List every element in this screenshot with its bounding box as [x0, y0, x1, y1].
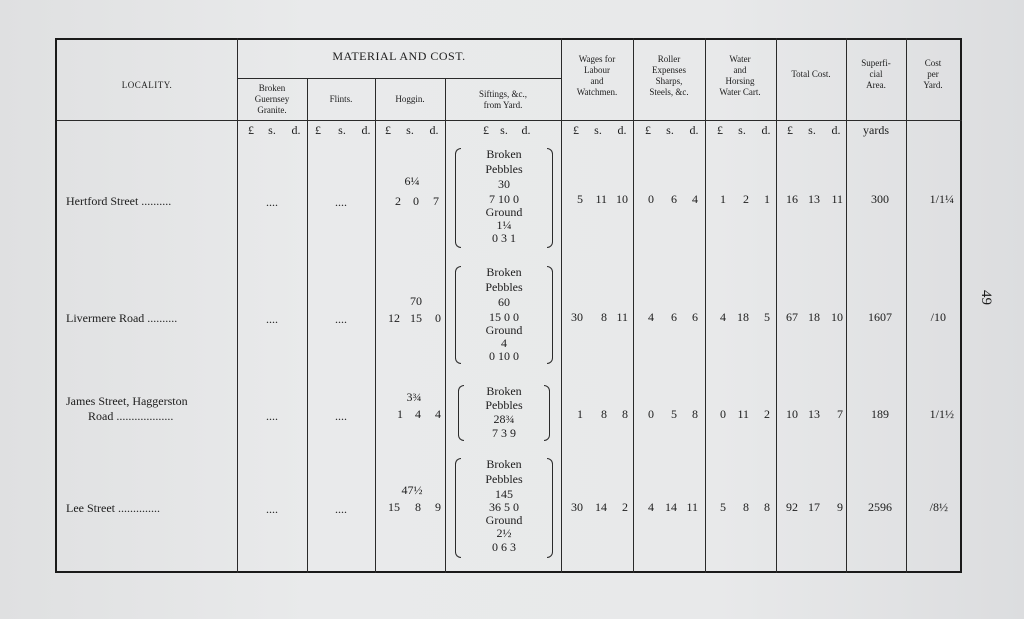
table-cell: 11: [686, 500, 698, 514]
table-cell: 0: [413, 194, 419, 208]
table-cell: 11: [737, 407, 749, 421]
table-cell: d.: [521, 123, 531, 137]
table-cell: Pebbles: [485, 472, 523, 486]
table-cell: £: [717, 123, 723, 137]
header-roller: Roller Expenses Sharps, Steels, &c.: [649, 54, 689, 97]
table-cell: £: [787, 123, 793, 137]
table-cell: 7 3 9: [492, 426, 516, 440]
table-cell: 1: [577, 407, 583, 421]
table-cell: d.: [831, 123, 841, 137]
table-cell: Pebbles: [485, 398, 523, 412]
table-cell: 2596: [868, 500, 892, 514]
table-cell: 2: [395, 194, 401, 208]
table-cell: 1: [764, 192, 770, 206]
brace-icon: [547, 458, 553, 558]
table-cell: s.: [808, 123, 816, 137]
table-cell: d.: [617, 123, 627, 137]
header-hoggin: Hoggin.: [395, 94, 425, 104]
locality: Lee Street ..............: [66, 501, 160, 515]
table-cell: 5: [720, 500, 726, 514]
table-cell: 3¾: [406, 390, 422, 404]
table-cell: 4: [648, 310, 654, 324]
table-cell: 36 5 0: [489, 500, 519, 514]
table-cell: 14: [595, 500, 607, 514]
table-cell: 0 10 0: [489, 349, 519, 363]
table-cell: Pebbles: [485, 162, 523, 176]
table-cell: 28¾: [493, 412, 515, 426]
table-cell: s.: [268, 123, 276, 137]
table-cell: ....: [335, 409, 347, 423]
table-cell: 92: [786, 500, 798, 514]
table-rule: [846, 38, 847, 573]
table-cell: 18: [737, 310, 749, 324]
table-cell: 300: [871, 192, 889, 206]
table-cell: 4: [415, 407, 421, 421]
table-cell: d.: [361, 123, 371, 137]
table-cell: Broken: [486, 265, 522, 279]
table-cell: 0: [720, 407, 726, 421]
table-cell: yards: [863, 123, 889, 137]
table-cell: 1607: [868, 310, 892, 324]
header-material-cost: MATERIAL AND COST.: [332, 49, 466, 63]
table-cell: 9: [435, 500, 441, 514]
table-cell: 5: [671, 407, 677, 421]
table-rule: [561, 38, 562, 573]
locality: James Street, Haggerston: [66, 394, 188, 408]
table-cell: 10: [616, 192, 628, 206]
table-cell: 8: [622, 407, 628, 421]
table-cell: 189: [871, 407, 889, 421]
table-cell: Ground: [485, 513, 523, 527]
table-rule: [375, 78, 376, 573]
header-area: Superfi- cial Area.: [861, 58, 891, 90]
table-cell: 0: [435, 311, 441, 325]
table-cell: d.: [291, 123, 301, 137]
table-cell: Pebbles: [485, 280, 523, 294]
table-cell: ....: [266, 195, 278, 209]
brace-icon: [455, 266, 461, 364]
table-cell: ....: [335, 195, 347, 209]
table-cell: 4: [720, 310, 726, 324]
table-cell: 5: [764, 310, 770, 324]
table-cell: 15 0 0: [489, 310, 519, 324]
table-cell: 8: [692, 407, 698, 421]
table-cell: s.: [500, 123, 508, 137]
table-cell: 8: [743, 500, 749, 514]
table-rule: [57, 120, 962, 121]
table-cell: 12: [388, 311, 400, 325]
table-cell: s.: [666, 123, 674, 137]
table-cell: £: [645, 123, 651, 137]
header-total: Total Cost.: [791, 69, 831, 79]
table-rule: [776, 38, 777, 573]
table-cell: 13: [808, 407, 820, 421]
table-cell: 18: [808, 310, 820, 324]
table-cell: 6: [671, 192, 677, 206]
table-cell: ....: [335, 502, 347, 516]
table-cell: 8: [415, 500, 421, 514]
table-cell: 4: [435, 407, 441, 421]
brace-icon: [547, 148, 553, 248]
table-cell: 0 3 1: [492, 231, 516, 245]
table-cell: £: [248, 123, 254, 137]
table-cell: £: [483, 123, 489, 137]
table-cell: 60: [498, 295, 510, 309]
table-cell: ....: [266, 409, 278, 423]
table-rule: [237, 78, 561, 79]
table-cell: 15: [410, 311, 422, 325]
table-cell: 0: [648, 192, 654, 206]
table-cell: /8½: [929, 500, 948, 514]
table-cell: 2½: [496, 526, 512, 540]
table-cell: 6: [692, 310, 698, 324]
header-siftings: Siftings, &c., from Yard.: [478, 89, 528, 110]
locality: Livermere Road ..........: [66, 311, 178, 325]
table-cell: ....: [266, 312, 278, 326]
table-cell: 1/1½: [929, 407, 954, 421]
table-cell: 2: [622, 500, 628, 514]
table-cell: 9: [837, 500, 843, 514]
table-cell: ....: [335, 312, 347, 326]
table-cell: 11: [595, 192, 607, 206]
table-cell: d.: [689, 123, 699, 137]
table-cell: Ground: [485, 323, 523, 337]
table-rule: [705, 38, 706, 573]
locality-continued: Road ...................: [88, 409, 174, 423]
table-cell: 16: [786, 192, 798, 206]
header-granite: Broken Guernsey Granite.: [254, 83, 290, 115]
header-water: Water and Horsing Water Cart.: [719, 54, 761, 97]
brace-icon: [455, 148, 461, 248]
table-cell: 0: [648, 407, 654, 421]
table-cell: 1¼: [496, 218, 512, 232]
table-cell: 13: [808, 192, 820, 206]
table-cell: 8: [601, 310, 607, 324]
table-cell: s.: [406, 123, 414, 137]
table-rule: [633, 38, 634, 573]
page-number: 49: [978, 290, 994, 305]
table-cell: 7: [433, 194, 439, 208]
table-cell: £: [315, 123, 321, 137]
table-rule: [307, 78, 308, 573]
brace-icon: [544, 385, 550, 441]
table-cell: 7 10 0: [489, 192, 519, 206]
table-cell: 6: [671, 310, 677, 324]
header-locality: LOCALITY.: [121, 80, 173, 90]
header-cost-yard: Cost per Yard.: [923, 58, 943, 90]
table-cell: 11: [831, 192, 843, 206]
header-flints: Flints.: [329, 94, 353, 104]
table-cell: 7: [837, 407, 843, 421]
table-cell: d.: [429, 123, 439, 137]
table-cell: Broken: [486, 457, 522, 471]
table-cell: 4: [648, 500, 654, 514]
table-cell: 145: [495, 487, 513, 501]
table-cell: /10: [930, 310, 946, 324]
table-cell: 2: [743, 192, 749, 206]
table-cell: s.: [738, 123, 746, 137]
table-cell: s.: [594, 123, 602, 137]
table-cell: Ground: [485, 205, 523, 219]
table-cell: 4: [501, 336, 507, 350]
table-rule: [237, 38, 238, 573]
table-cell: 1/1¼: [929, 192, 954, 206]
table-cell: 30: [571, 500, 583, 514]
table-cell: ....: [266, 502, 278, 516]
table-cell: 67: [786, 310, 798, 324]
table-cell: 5: [577, 192, 583, 206]
table-cell: 30: [571, 310, 583, 324]
table-cell: Broken: [486, 384, 522, 398]
table-cell: £: [573, 123, 579, 137]
table-cell: 0 6 3: [492, 540, 516, 554]
table-cell: 2: [764, 407, 770, 421]
table-cell: 47½: [401, 483, 423, 497]
table-rule: [906, 38, 907, 573]
table-rule: [445, 78, 446, 573]
header-wages: Wages for Labour and Watchmen.: [576, 54, 618, 97]
brace-icon: [458, 385, 464, 441]
table-cell: 14: [665, 500, 677, 514]
table-cell: 10: [786, 407, 798, 421]
table-cell: 10: [831, 310, 843, 324]
table-cell: 17: [808, 500, 820, 514]
table-cell: £: [385, 123, 391, 137]
table-cell: 11: [616, 310, 628, 324]
table-cell: 15: [388, 500, 400, 514]
table-cell: 4: [692, 192, 698, 206]
table-cell: 70: [410, 294, 422, 308]
table-cell: 8: [601, 407, 607, 421]
table-cell: 1: [720, 192, 726, 206]
table-cell: d.: [761, 123, 771, 137]
brace-icon: [455, 458, 461, 558]
table-cell: s.: [338, 123, 346, 137]
table-cell: 8: [764, 500, 770, 514]
table-cell: 30: [498, 177, 510, 191]
table-cell: Broken: [486, 147, 522, 161]
table-cell: 1: [397, 407, 403, 421]
locality: Hertford Street ..........: [66, 194, 172, 208]
brace-icon: [547, 266, 553, 364]
table-cell: 6¼: [404, 174, 420, 188]
